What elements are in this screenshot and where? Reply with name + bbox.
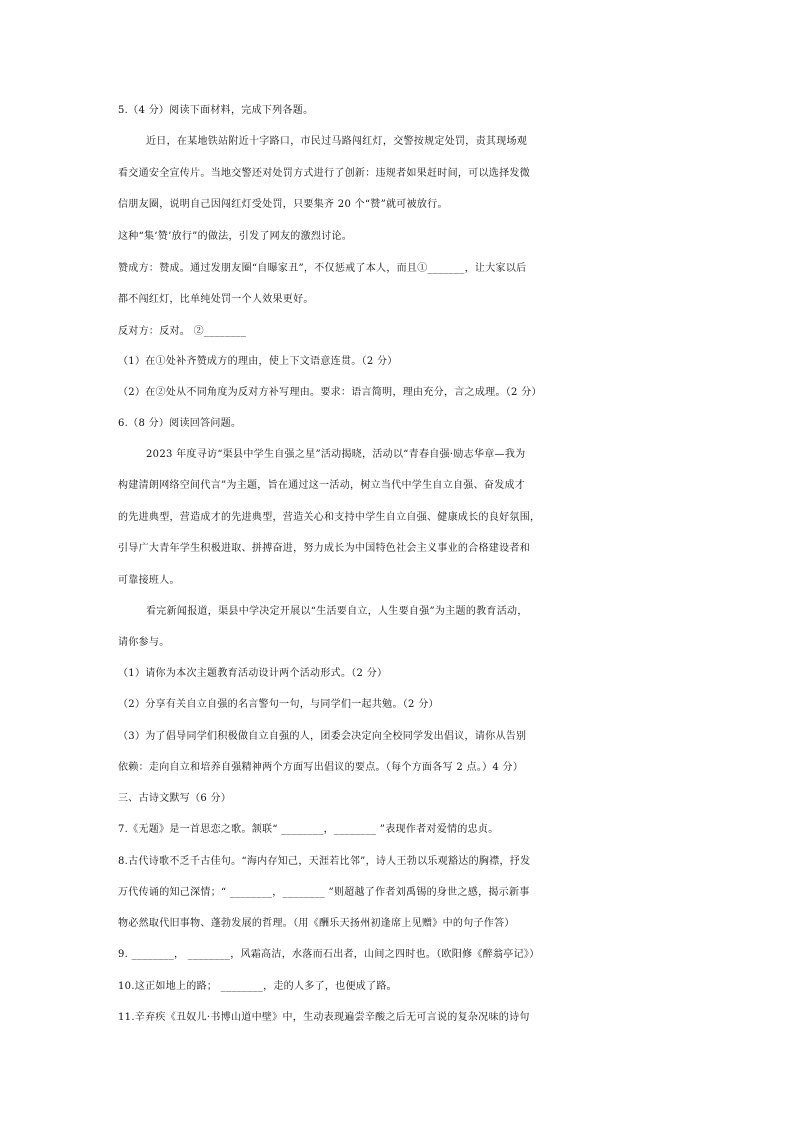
q8-line-3: 物必然取代旧事物、蓬勃发展的哲理。（用《酬乐天扬州初逢席上见赠》中的句子作答） xyxy=(118,918,515,929)
q8-line-1: 8.古代诗歌不乏千古佳句。“海内存知己，天涯若比邻”，诗人王勃以乐观豁达的胸襟，抒发 xyxy=(118,856,531,867)
q8-line-2: 万代传诵的知己深情；“ ________，________ ”则超越了作者刘禹锡的身世之感，揭示新事 xyxy=(118,887,530,898)
q6-passage-line-4: 引导广大青年学生积极进取、拼搏奋进，努力成长为中国特色社会主义事业的合格建设者和 xyxy=(118,543,530,554)
q6-passage-line-1: 2023 年度寻访“渠县中学生自强之星”活动揭晓，活动以“青春自强·励志华章—我为 xyxy=(146,449,526,460)
q10-text: 10.这正如地上的路； ________，走的人多了，也便成了路。 xyxy=(118,981,397,992)
q11-text: 11.辛弃疾《丑奴儿·书博山道中壁》中，生动表现遍尝辛酸之后无可言说的复杂况味的诗句 xyxy=(118,1012,530,1023)
q5-subquestion-1: （1）在①处补齐赞成方的理由，使上下文语意连贯。（2 分） xyxy=(118,356,398,367)
section-3-heading: 三、古诗文默写（6 分） xyxy=(118,793,232,804)
q5-discussion-intro: 这种“集‘赞’放行”的做法，引发了网友的激烈讨论。 xyxy=(118,231,353,242)
q6-passage-line-2: 构建清朗网络空间代言”为主题，旨在通过这一活动，树立当代中学生自立自强、奋发成才 xyxy=(118,480,526,491)
q5-subquestion-2: （2）在②处从不同角度为反对方补写理由。要求：语言简明，理由充分，言之成理。（2 分） xyxy=(118,387,542,398)
q6-task-line-1: 看完新闻报道，渠县中学决定开展以“生活要自立，人生要自强”为主题的教育活动， xyxy=(146,606,528,617)
q6-task-line-2: 请你参与。 xyxy=(118,637,170,648)
q6-heading: 6.（8 分）阅读回答问题。 xyxy=(118,418,242,429)
q5-pro-side-line-2: 都不闯红灯，比单纯处罚一个人效果更好。 xyxy=(118,294,314,305)
q7-text: 7.《无题》是一首思恋之歌。颔联“ ________，________ ”表现作者对爱情的忠贞。 xyxy=(118,824,499,835)
q5-pro-side-line-1: 赞成方：赞成。通过发朋友圈“自曝家丑”，不仅惩戒了本人，而且①_______，让大家以后 xyxy=(118,263,527,274)
q5-con-side: 反对方：反对。 ②________ xyxy=(118,326,247,337)
q6-subquestion-2: （2）分享有关自立自强的名言警句一句，与同学们一起共勉。（2 分） xyxy=(118,699,439,710)
q9-text: 9. ________， ________，风霜高洁，水落而石出者，山间之四时也。（欧阳修《醉翁亭记》） xyxy=(118,949,540,960)
q5-heading: 5.（4 分）阅读下面材料，完成下列各题。 xyxy=(118,105,314,116)
q6-passage-line-5: 可靠接班人。 xyxy=(118,575,180,586)
q6-passage-line-3: 的先进典型，营造成才的先进典型，营造关心和支持中学生自立自强、健康成长的良好氛围， xyxy=(118,512,541,523)
q6-subquestion-3-line-1: （3）为了倡导同学们积极做自立自强的人，团委会决定向全校同学发出倡议，请你从告别 xyxy=(118,731,527,742)
q6-subquestion-3-line-2: 依赖：走向自立和培养自强精神两个方面写出倡议的要点。（每个方面各写 2 点。）4 分） xyxy=(118,762,524,773)
q6-subquestion-1: （1）请你为本次主题教育活动设计两个活动形式。（2 分） xyxy=(118,668,388,679)
q5-passage-line-2: 看交通安全宣传片。当地交警还对处罚方式进行了创新：违规者如果赶时间，可以选择发微 xyxy=(118,168,530,179)
q5-passage-line-1: 近日，在某地铁站附近十字路口，市民过马路闯红灯，交警按规定处罚，责其现场观 xyxy=(146,136,528,147)
q5-passage-line-3: 信朋友圈，说明自己因闯红灯受处罚，只要集齐 20 个“赞”就可被放行。 xyxy=(118,199,448,210)
